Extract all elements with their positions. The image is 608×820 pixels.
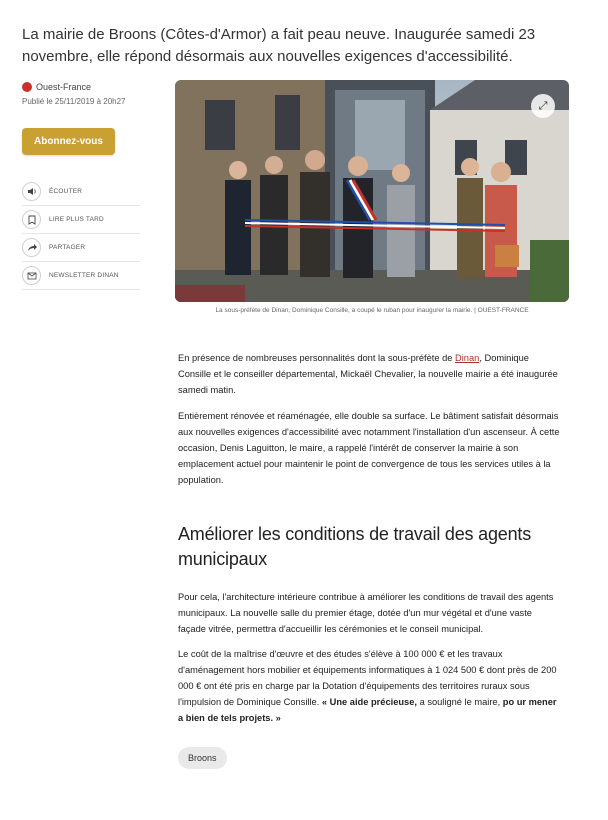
ribbon-cutting-photo [175, 80, 569, 302]
action-label: ÉCOUTER [49, 188, 83, 195]
expand-icon[interactable]: ⤢ [531, 94, 555, 118]
subscribe-button[interactable]: Abonnez-vous [22, 128, 115, 155]
paragraph-1 [178, 350, 562, 398]
source [22, 82, 91, 92]
share-icon [22, 238, 41, 257]
paragraph-text: , Dominique Consille et le conseiller départemental, Mickaël Chevalier, la nouvelle mairie a été inaugurée samedi matin. [178, 353, 558, 395]
article-lede: La mairie de Broons (Côtes-d'Armor) a fait peau neuve. Inaugurée samedi 23 novembre, elle répond désormais aux nouvelles exigences d'accessibilité. [22, 26, 536, 65]
read-later-action[interactable] [22, 206, 140, 234]
tag-broons[interactable]: Broons [178, 747, 227, 769]
action-label: LIRE PLUS TARD [49, 216, 104, 223]
dinan-link[interactable]: Dinan [455, 353, 480, 363]
newsletter-action[interactable] [22, 262, 140, 290]
bookmark-icon [22, 210, 41, 229]
paragraph-3 [178, 589, 562, 637]
share-action[interactable] [22, 234, 140, 262]
paragraph-2 [178, 408, 562, 488]
speaker-icon [22, 182, 41, 201]
article-actions [22, 178, 140, 290]
paragraph-text: En présence de nombreuses personnalités dont la sous-préfète de [178, 353, 456, 363]
paragraph-4 [178, 646, 562, 726]
action-label: PARTAGER [49, 244, 86, 251]
newsletter-icon [22, 266, 41, 285]
ouest-france-logo-icon [22, 82, 32, 92]
publish-date: Publié le 25/11/2019 à 20h27 [22, 97, 126, 106]
quote-bold: po ur mener a bien de tels projets. » [178, 697, 557, 723]
paragraph-text: a souligné le maire, [416, 697, 503, 707]
quote-bold: « Une aide précieuse, [321, 697, 417, 707]
section-heading: Améliorer les conditions de travail des agents municipaux [178, 524, 531, 569]
paragraph-text: Entièrement rénovée et réaménagée, elle double sa surface. Le bâtiment satisfait désormais aux nouvelles exigences d'accessibilité avec notamment l'installation d'un ascenseur. À cette occasion, Denis Laguitton, le maire, a rappelé l'intérêt de conserver la mairie à son emplacement actuel pour maintenir le point de convergence de tous les services utiles à la population. [178, 411, 560, 485]
action-label: NEWSLETTER DINAN [49, 272, 119, 279]
article-photo[interactable] [175, 80, 569, 302]
photo-caption: La sous-préfète de Dinan, Dominique Consille, a coupé le ruban pour inaugurer la mairie. | OUEST-FRANCE [215, 307, 529, 314]
source-name[interactable]: Ouest-France [36, 82, 92, 92]
paragraph-text: Pour cela, l'architecture intérieure contribue à améliorer les conditions de travail des agents municipaux. La nouvelle salle du premier étage, dotée d'un mur végétal et d'une vaste façade vitrée, permettra d'accueillir les cérémonies et le conseil municipal. [178, 592, 554, 634]
listen-action[interactable] [22, 178, 140, 206]
paragraph-text: Le coût de la maîtrise d'œuvre et des études s'élève à 100 000 € et les travaux d'aménagement hors mobilier et équipements informatiques à 1 024 500 € dont près de 200 000 € ont été pris en charge par la Dotation d'équipements des territoires ruraux sous l'impulsion de Dominique Consille. [178, 649, 557, 707]
